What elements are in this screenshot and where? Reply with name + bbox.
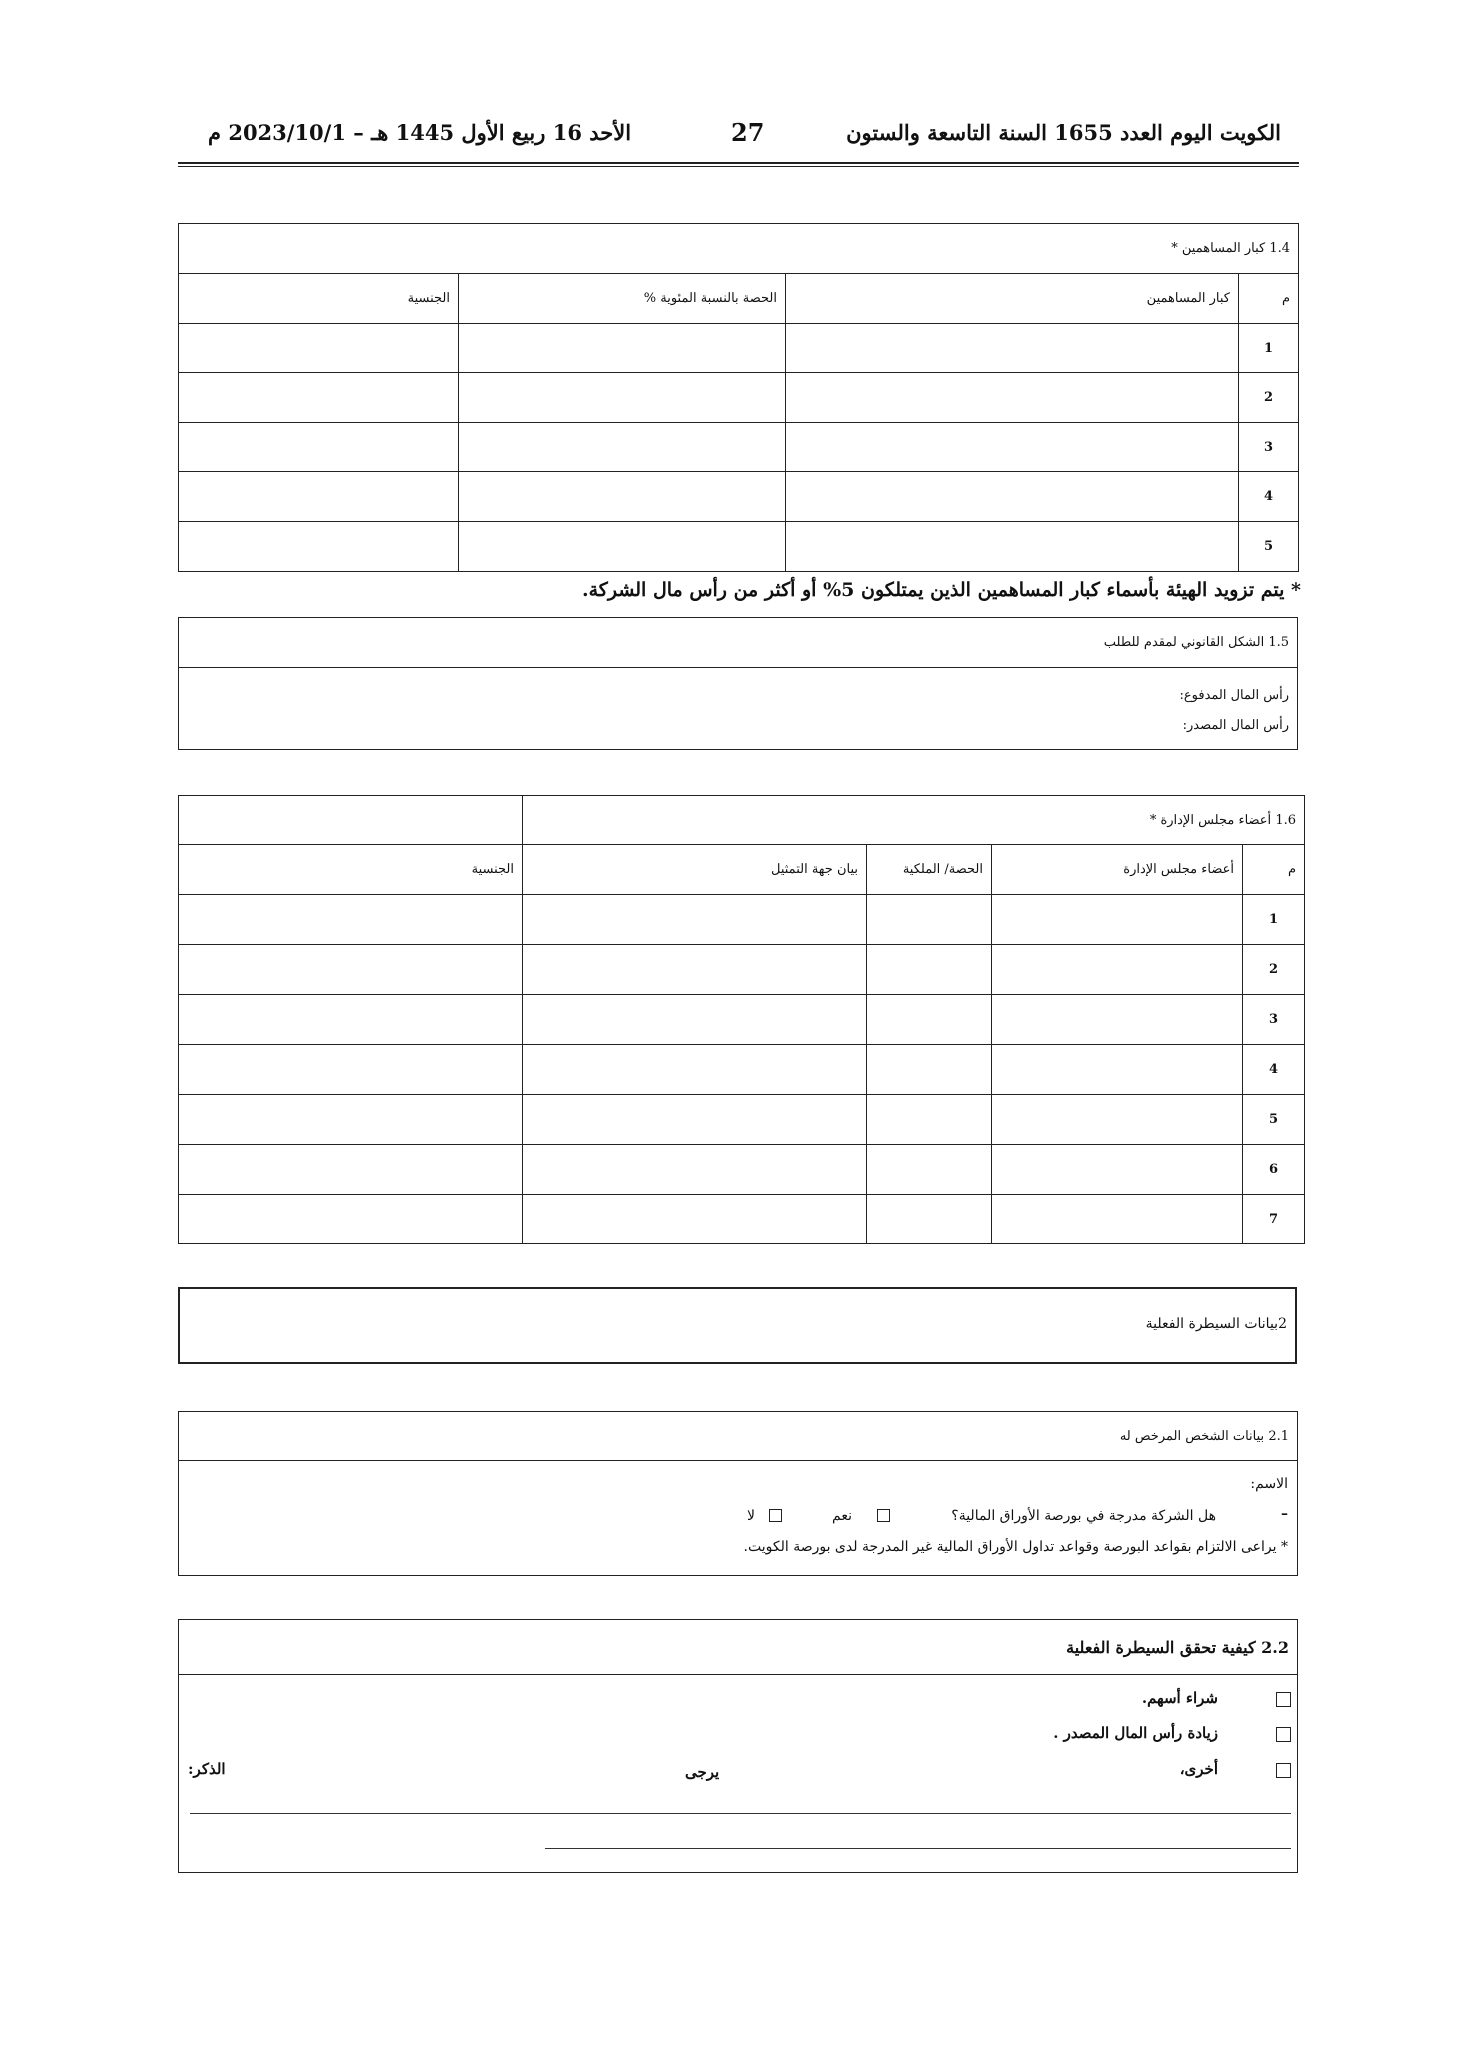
member-cell[interactable] [992, 895, 1243, 945]
board-members-table [178, 795, 1305, 1244]
control-options-cell [179, 1675, 1298, 1873]
section-2-title: 2بيانات السيطرة الفعلية [1145, 1316, 1287, 1332]
nationality-cell[interactable] [179, 1045, 523, 1095]
row-number: 4 [1243, 1045, 1305, 1095]
representation-cell[interactable] [523, 1145, 867, 1195]
please-label: يرجى [685, 1763, 720, 1781]
member-cell[interactable] [992, 945, 1243, 995]
mention-label: الذكر: [188, 1760, 226, 1778]
member-cell[interactable] [992, 1045, 1243, 1095]
col-nationality: الجنسية [179, 845, 523, 895]
shareholder-cell[interactable] [786, 324, 1239, 373]
table-row [179, 423, 1299, 472]
col-ownership: الحصة/ الملكية [867, 845, 992, 895]
nationality-cell[interactable] [179, 324, 459, 373]
page-number: 27 [731, 118, 765, 147]
ownership-cell[interactable] [867, 895, 992, 945]
capital-cell [179, 668, 1298, 750]
shareholders-note: * يتم تزويد الهيئة بأسماء كبار المساهمين الذين يمتلكون 5% أو أكثر من رأس مال الشركة. [581, 579, 1301, 601]
col-representation: بيان جهة التمثيل [523, 845, 867, 895]
dash-marker: – [1281, 1506, 1288, 1522]
option-label-capital: زيادة رأس المال المصدر . [1053, 1724, 1218, 1742]
ownership-cell[interactable] [867, 1195, 992, 1244]
listed-question: هل الشركة مدرجة في بورصة الأوراق المالية؟ [951, 1508, 1216, 1524]
row-number: 2 [1243, 945, 1305, 995]
nationality-cell[interactable] [179, 522, 459, 572]
shareholder-cell[interactable] [786, 472, 1239, 522]
member-cell[interactable] [992, 995, 1243, 1045]
no-label: لا [747, 1508, 755, 1524]
table-row [179, 1195, 1305, 1244]
option-label-other: أخرى، [1179, 1760, 1218, 1778]
table-row [179, 472, 1299, 522]
representation-cell[interactable] [523, 945, 867, 995]
representation-cell[interactable] [523, 895, 867, 945]
representation-cell[interactable] [523, 1195, 867, 1244]
nationality-cell[interactable] [179, 472, 459, 522]
effective-control-table [178, 1619, 1298, 1873]
col-board-members: أعضاء مجلس الإدارة [992, 845, 1243, 895]
representation-cell[interactable] [523, 1095, 867, 1145]
legal-form-table [178, 617, 1298, 750]
percentage-cell[interactable] [459, 373, 786, 423]
no-checkbox[interactable] [769, 1509, 782, 1522]
row-number: 7 [1243, 1195, 1305, 1244]
row-number: 3 [1243, 995, 1305, 1045]
nationality-cell[interactable] [179, 373, 459, 423]
table-row [179, 324, 1299, 373]
section-2-1-title: 2.1 بيانات الشخص المرخص له [179, 1412, 1298, 1461]
fill-line-2[interactable] [545, 1848, 1291, 1849]
row-number: 5 [1239, 522, 1299, 572]
exchange-note: * يراعى الالتزام بقواعد البورصة وقواعد تداول الأوراق المالية غير المدرجة لدى بورصة الكويت. [743, 1539, 1288, 1555]
shareholder-cell[interactable] [786, 522, 1239, 572]
ownership-cell[interactable] [867, 1095, 992, 1145]
percentage-cell[interactable] [459, 324, 786, 373]
table-row [179, 522, 1299, 572]
member-cell[interactable] [992, 1195, 1243, 1244]
table-row [179, 1145, 1305, 1195]
nationality-cell[interactable] [179, 895, 523, 945]
representation-cell[interactable] [523, 1045, 867, 1095]
table-row [179, 995, 1305, 1045]
option-label-shares: شراء أسهم. [1141, 1689, 1218, 1707]
name-label: الاسم: [1250, 1476, 1288, 1492]
col-nationality: الجنسية [179, 274, 459, 324]
ownership-cell[interactable] [867, 995, 992, 1045]
yes-checkbox[interactable] [877, 1509, 890, 1522]
nationality-cell[interactable] [179, 1145, 523, 1195]
option-checkbox-capital[interactable] [1276, 1727, 1291, 1742]
percentage-cell[interactable] [459, 472, 786, 522]
yes-label: نعم [832, 1508, 852, 1524]
row-number: 4 [1239, 472, 1299, 522]
col-percentage: الحصة بالنسبة المئوية % [459, 274, 786, 324]
row-number: 1 [1239, 324, 1299, 373]
col-shareholders: كبار المساهمين [786, 274, 1239, 324]
row-number: 5 [1243, 1095, 1305, 1145]
section-1-6-title: 1.6 أعضاء مجلس الإدارة * [523, 796, 1305, 845]
paid-capital-label: رأس المال المدفوع: [1179, 687, 1289, 703]
col-index: م [1239, 274, 1299, 324]
empty-header-cell [179, 796, 523, 845]
row-number: 6 [1243, 1145, 1305, 1195]
section-1-4-title: 1.4 كبار المساهمين * [179, 224, 1299, 274]
section-2-2-title: 2.2 كيفية تحقق السيطرة الفعلية [179, 1620, 1298, 1675]
member-cell[interactable] [992, 1095, 1243, 1145]
table-row [179, 1095, 1305, 1145]
table-row [179, 895, 1305, 945]
nationality-cell[interactable] [179, 423, 459, 472]
header-date: الأحد 16 ربيع الأول 1445 هـ – 2023/10/1 م [208, 120, 632, 145]
member-cell[interactable] [992, 1145, 1243, 1195]
col-index: م [1243, 845, 1305, 895]
nationality-cell[interactable] [179, 945, 523, 995]
header-rule-bottom [178, 166, 1299, 167]
fill-line-1[interactable] [190, 1813, 1291, 1814]
row-number: 1 [1243, 895, 1305, 945]
percentage-cell[interactable] [459, 522, 786, 572]
shareholder-cell[interactable] [786, 373, 1239, 423]
nationality-cell[interactable] [179, 995, 523, 1045]
ownership-cell[interactable] [867, 945, 992, 995]
section-1-5-title: 1.5 الشكل القانوني لمقدم للطلب [179, 618, 1298, 668]
header-rule-top [178, 162, 1299, 164]
row-number: 3 [1239, 423, 1299, 472]
shareholder-cell[interactable] [786, 423, 1239, 472]
table-row [179, 373, 1299, 423]
table-row [179, 1045, 1305, 1095]
nationality-cell[interactable] [179, 1095, 523, 1145]
ownership-cell[interactable] [867, 1045, 992, 1095]
representation-cell[interactable] [523, 995, 867, 1045]
table-row [179, 945, 1305, 995]
percentage-cell[interactable] [459, 423, 786, 472]
issued-capital-label: رأس المال المصدر: [1182, 717, 1289, 733]
section-2-box [178, 1287, 1297, 1364]
ownership-cell[interactable] [867, 1145, 992, 1195]
nationality-cell[interactable] [179, 1195, 523, 1244]
major-shareholders-table [178, 223, 1299, 572]
option-checkbox-shares[interactable] [1276, 1692, 1291, 1707]
header-issue-info: الكويت اليوم العدد 1655 السنة التاسعة والستون [846, 120, 1281, 145]
row-number: 2 [1239, 373, 1299, 423]
option-checkbox-other[interactable] [1276, 1763, 1291, 1778]
